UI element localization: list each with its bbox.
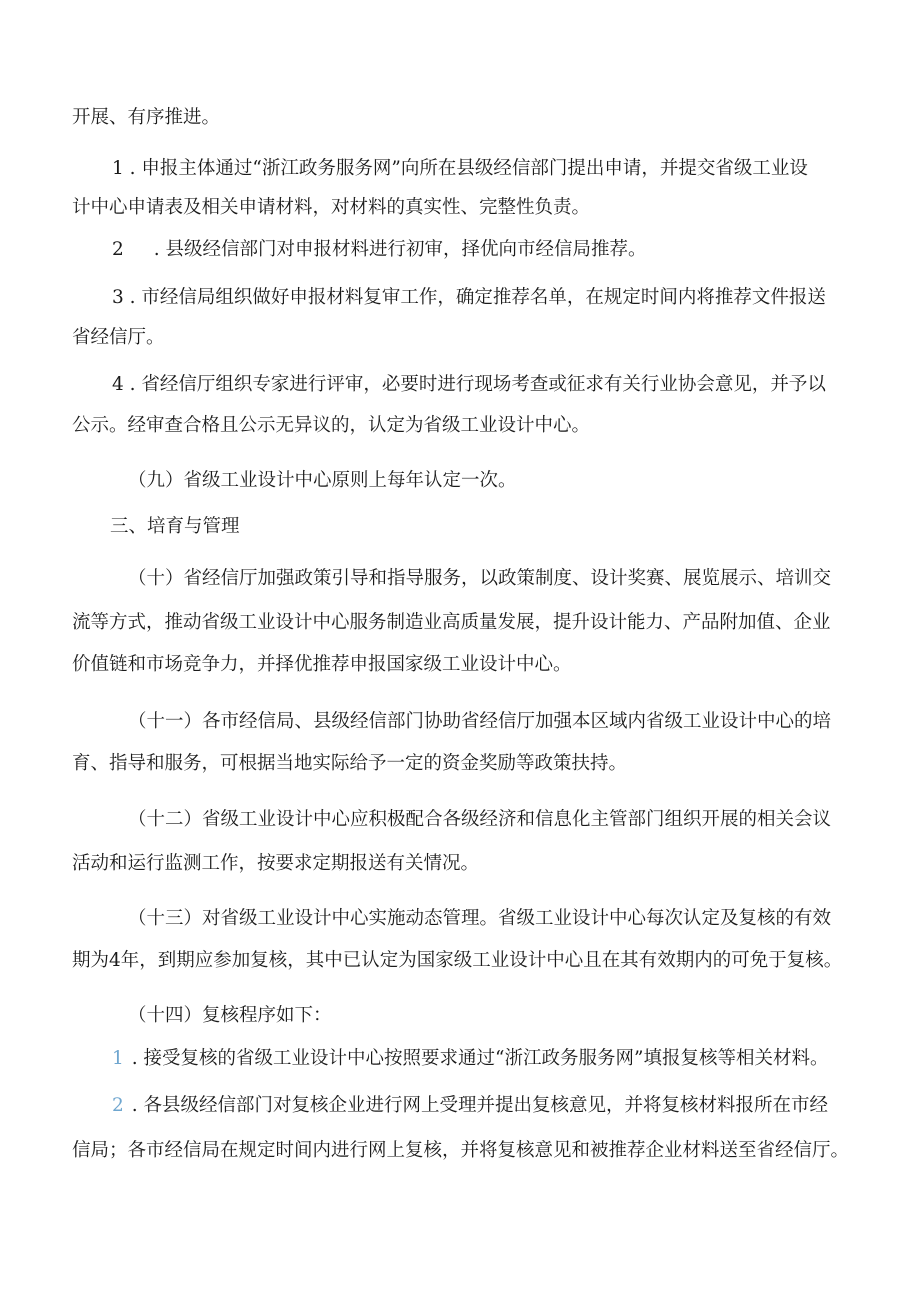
paragraph-line: 活动和运行监测工作，按要求定期报送有关情况。 — [72, 853, 480, 874]
paragraph-line: 1 . 申报主体通过“浙江政务服务网”向所在县级经信部门提出申请，并提交省级工业设 — [112, 158, 808, 179]
paragraph-line — [112, 1046, 828, 1072]
paragraph-line: 价值链和市场竞争力，并择优推荐申报国家级工业设计中心。 — [72, 654, 572, 675]
section-heading: 三、培育与管理 — [110, 516, 240, 537]
paragraph-line: （十一）各市经信局、县级经信部门协助省经信厅加强本区域内省级工业设计中心的培 — [128, 711, 832, 732]
paragraph-line: （十二）省级工业设计中心应积极配合各级经济和信息化主管部门组织开展的相关会议 — [128, 809, 832, 830]
paragraph-line: 期为4年，到期应参加复核，其中已认定为国家级工业设计中心且在其有效期内的可免于复核。 — [72, 950, 843, 971]
paragraph-line: 公示。经审查合格且公示无异议的，认定为省级工业设计中心。 — [72, 415, 591, 436]
list-item-text: . 县级经信部门对申报材料进行初审，择优向市经信局推荐。 — [153, 239, 647, 260]
list-number: 2 — [112, 239, 124, 260]
paragraph-line: （十）省经信厅加强政策引导和指导服务，以政策制度、设计奖赛、展览展示、培训交 — [128, 568, 832, 589]
list-number: 2 — [112, 1095, 124, 1116]
section-item-9: （九）省级工业设计中心原则上每年认定一次。 — [128, 470, 517, 491]
paragraph-line — [112, 1093, 828, 1119]
list-number: 1 — [112, 1048, 124, 1069]
paragraph-line: 育、指导和服务，可根据当地实际给予一定的资金奖励等政策扶持。 — [72, 753, 628, 774]
paragraph-line: 信局；各市经信局在规定时间内进行网上复核，并将复核意见和被推荐企业材料送至省经信厅。 — [72, 1140, 850, 1161]
paragraph-line: 开展、有序推进。 — [72, 107, 221, 128]
paragraph-line: 计中心申请表及相关申请材料，对材料的真实性、完整性负责。 — [72, 197, 591, 218]
section-item-14: （十四）复核程序如下： — [128, 1005, 332, 1026]
list-item-text: . 各县级经信部门对复核企业进行网上受理并提出复核意见，并将复核材料报所在市经 — [131, 1095, 829, 1116]
list-item-text: . 接受复核的省级工业设计中心按照要求通过“浙江政务服务网”填报复核等相关材料。 — [131, 1048, 829, 1069]
paragraph-line: 省经信厅。 — [72, 327, 165, 348]
paragraph-line: 3 . 市经信局组织做好申报材料复审工作，确定推荐名单，在规定时间内将推荐文件报送 — [112, 287, 826, 308]
paragraph-line: 流等方式，推动省级工业设计中心服务制造业高质量发展，提升设计能力、产品附加值、企业 — [72, 612, 831, 633]
paragraph-line — [112, 237, 647, 263]
paragraph-line: 4 . 省经信厅组织专家进行评审，必要时进行现场考查或征求有关行业协会意见，并予以 — [112, 374, 826, 395]
paragraph-line: （十三）对省级工业设计中心实施动态管理。省级工业设计中心每次认定及复核的有效 — [128, 908, 832, 929]
